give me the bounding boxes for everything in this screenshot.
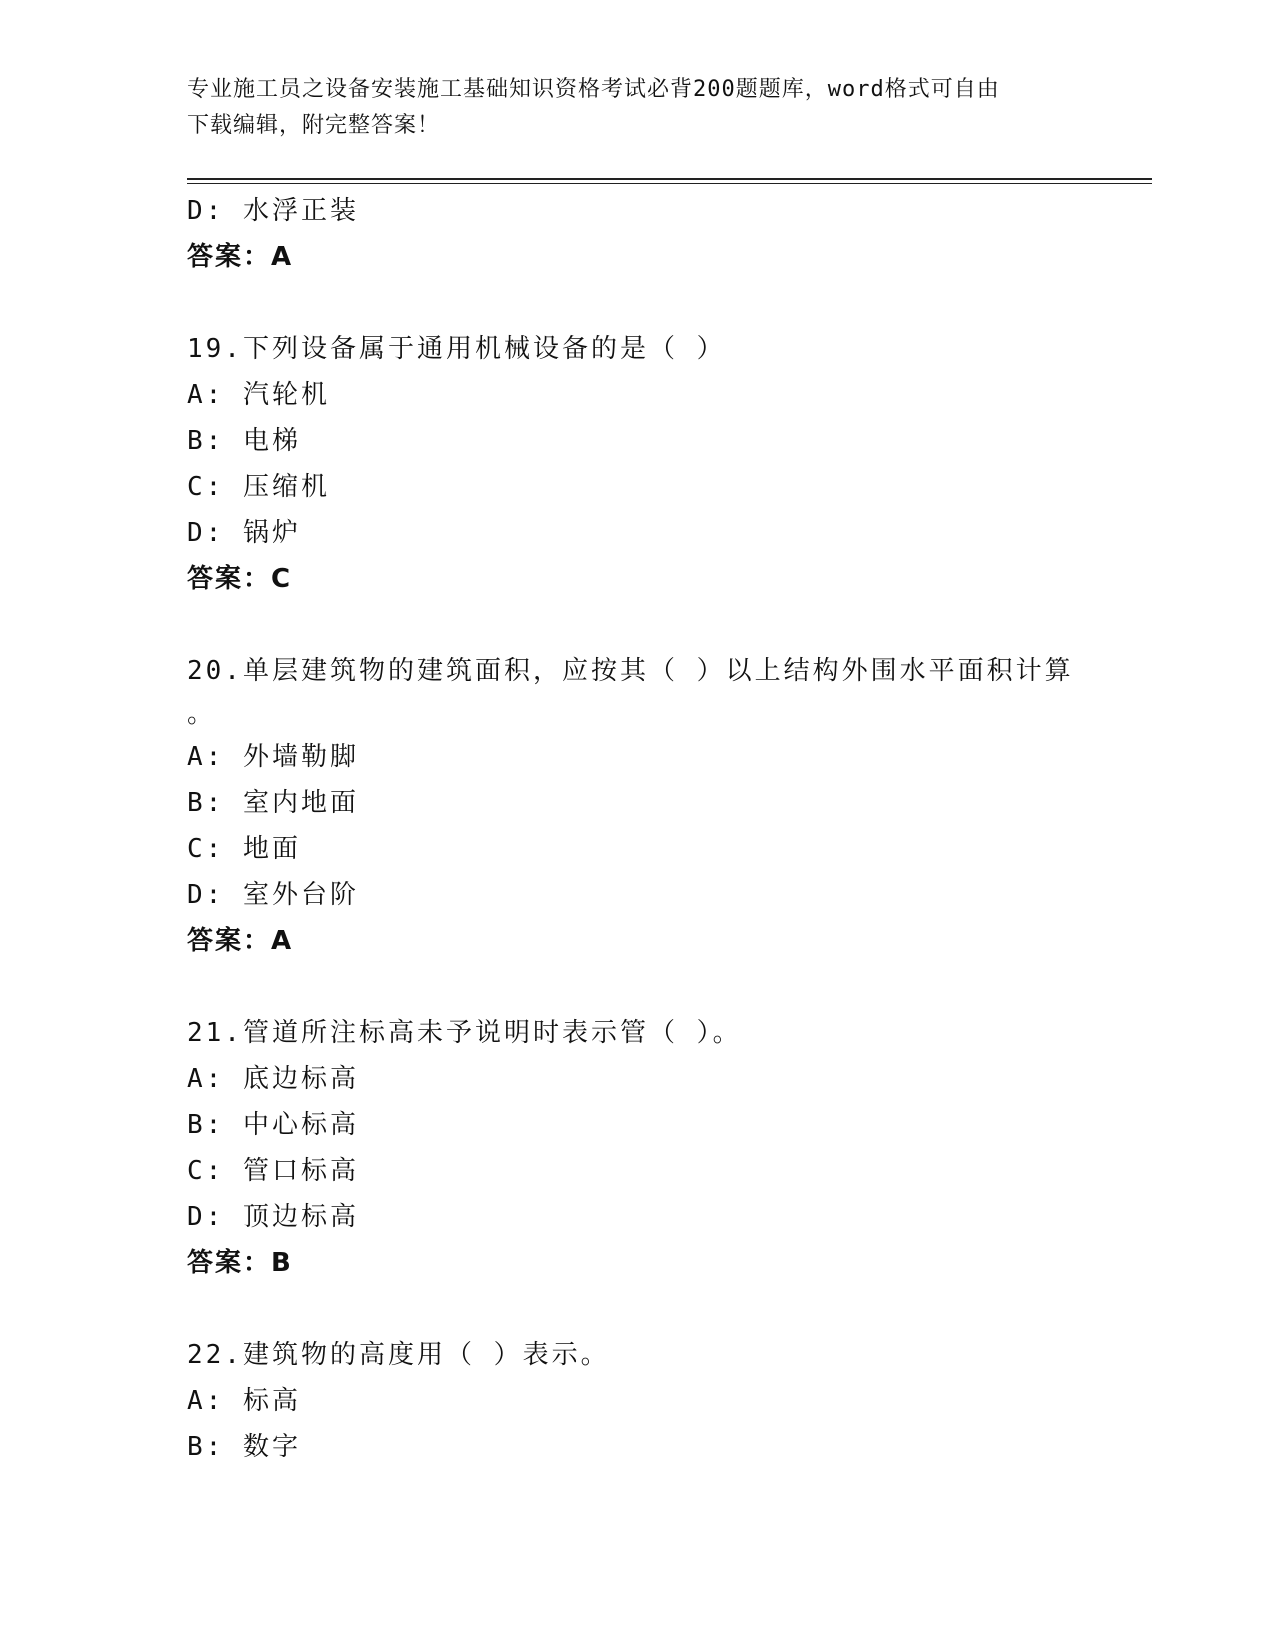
q18-answer: 答案：A (187, 242, 294, 272)
q21-option-b: B: 中心标高 (187, 1110, 359, 1140)
q20-option-b: B: 室内地面 (187, 788, 359, 818)
header-divider (187, 178, 1152, 184)
q18-option-d: D: 水浮正装 (187, 196, 359, 226)
q21-option-d: D: 顶边标高 (187, 1202, 359, 1232)
q19-option-d: D: 锅炉 (187, 518, 301, 548)
q20-title-tail: 。 (187, 699, 217, 729)
q20-option-a: A: 外墙勒脚 (187, 742, 359, 772)
question-list (187, 188, 1152, 1470)
q20-title: 20.单层建筑物的建筑面积，应按其（ ）以上结构外围水平面积计算 (187, 656, 1074, 686)
q19-answer: 答案：C (187, 564, 293, 594)
q21-title: 21.管道所注标高未予说明时表示管（ ）。 (187, 1018, 742, 1048)
q21-option-c: C: 管口标高 (187, 1156, 359, 1186)
q21-answer: 答案：B (187, 1248, 293, 1278)
q20-option-c: C: 地面 (187, 834, 301, 864)
q22-option-a: A: 标高 (187, 1386, 301, 1416)
q19-option-c: C: 压缩机 (187, 472, 330, 502)
q19-option-b: B: 电梯 (187, 426, 301, 456)
q20-option-d: D: 室外台阶 (187, 880, 359, 910)
header-line-1: 专业施工员之设备安装施工基础知识资格考试必背200题题库，word格式可自由 (187, 77, 1000, 102)
header-line-2: 下载编辑，附完整答案！ (187, 113, 441, 138)
q20-answer: 答案：A (187, 926, 294, 956)
q22-option-b: B: 数字 (187, 1432, 301, 1462)
q19-title: 19.下列设备属于通用机械设备的是（ ） (187, 334, 726, 364)
q22-title: 22.建筑物的高度用（ ）表示。 (187, 1340, 610, 1370)
spacer (187, 964, 1152, 1010)
document-header (187, 72, 1067, 144)
spacer (187, 602, 1152, 648)
spacer (187, 280, 1152, 326)
q21-option-a: A: 底边标高 (187, 1064, 359, 1094)
q19-option-a: A: 汽轮机 (187, 380, 330, 410)
spacer (187, 1286, 1152, 1332)
